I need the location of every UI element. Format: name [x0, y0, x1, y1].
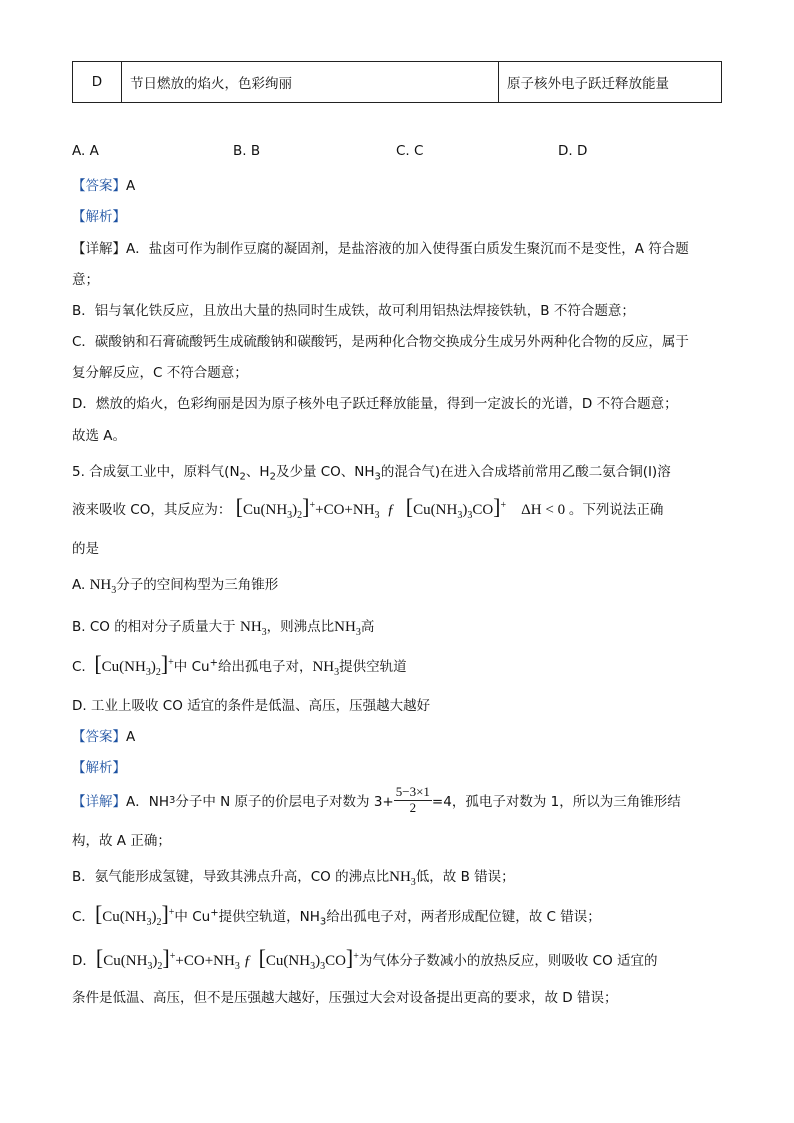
formula: NH — [124, 909, 147, 925]
fraction-numerator: 5−3×1 — [395, 783, 430, 799]
formula: Cu — [265, 953, 284, 969]
q5-option-d: D. 工业上吸收 CO 适宜的条件是低温、高压，压强越大越好 — [72, 698, 431, 714]
formula: NH — [312, 659, 335, 675]
detail-text: =4，孤电子对数为 1，所以为三角锥形结 — [431, 794, 681, 810]
detail-text: 给出孤电子对，两者形成配位键，故 C 错误； — [326, 909, 601, 925]
formula: NH — [334, 619, 356, 635]
option-text: 提供空轨道 — [339, 659, 407, 675]
stem-text: 。下列说法正确 — [568, 502, 664, 518]
formula: NH — [239, 619, 262, 635]
q4-option-a: A. A — [72, 143, 99, 159]
q5-detail-line-d: D．$[Cu(NH_3)_2]^++CO+NH_3$ ƒ $[Cu(NH_3)_3CO]^+$为气体分子数减小的放热反应，则吸收 CO 适宜的 — [72, 945, 658, 972]
fraction-denominator: 2 — [409, 799, 417, 815]
q4-option-c: C. C — [396, 143, 424, 159]
table-row — [73, 62, 722, 103]
option-text: 高 — [360, 619, 375, 635]
q5-option-a: A. $NH_3$分子的空间构型为三角锥形 — [72, 577, 279, 596]
answer-tag: 【答案】 — [72, 178, 126, 194]
answer-value: A — [126, 729, 136, 745]
stem-text: 的混合气)在进入合成塔前常用乙酸二氨合铜(Ⅰ)溶 — [380, 464, 671, 480]
detail-text: B．氨气能形成氢键，导致其沸点升高，CO 的沸点比 — [72, 869, 390, 885]
formula: NH — [389, 869, 411, 885]
option-text: 给出孤电子对， — [217, 659, 313, 675]
q5-detail-line-b: B．氨气能形成氢键，导致其沸点升高，CO 的沸点比$NH_3$低，故 B 错误； — [72, 869, 515, 888]
detail-tag: 【详解】 — [72, 794, 126, 810]
option-text: 中 Cu — [173, 659, 210, 675]
formula: Cu — [413, 502, 431, 518]
answer-value: A — [126, 178, 136, 194]
detail-text: C． — [72, 909, 95, 925]
answer-tag: 【答案】 — [72, 729, 126, 745]
stem-text: 5. 合成氨工业中，原料气(N — [72, 464, 240, 480]
stem-text: 及少量 CO、NH — [275, 464, 375, 480]
q4-option-b: B. B — [233, 143, 261, 159]
formula: NH — [124, 659, 146, 675]
detail-text: A．盐卤可作为制作豆腐的凝固剂，是盐溶液的加入使得蛋白质发生聚沉而不是变性，A 符合题 — [126, 241, 689, 257]
q4-answer — [72, 174, 135, 194]
enthalpy: ΔH < 0 — [521, 502, 566, 518]
fraction — [394, 785, 432, 816]
equilibrium-arrow: ƒ — [243, 953, 252, 969]
q5-detail-line-c: C．$[Cu(NH_3)_2]^+$中 Cu+提供空轨道，$NH_3$给出孤电子对，两者形成配位键，故 C 错误； — [72, 901, 601, 928]
q5-analysis-tag: 【解析】 — [72, 760, 126, 776]
formula: +CO+NH — [175, 953, 235, 969]
detail-text: D． — [72, 953, 96, 969]
q5-detail-line-d2: 条件是低温、高压，但不是压强越大越好，压强过大会对设备提出更高的要求，故 D 错误； — [72, 990, 618, 1006]
q4-detail-line-6: D．燃放的焰火，色彩绚丽是因为原子核外电子跃迁释放能量，得到一定波长的光谱，D 不符合题意； — [72, 396, 678, 412]
q5-option-b: B. CO 的相对分子质量大于 $NH_3$，则沸点比$NH_3$高 — [72, 619, 375, 638]
option-text: 分子的空间构型为三角锥形 — [116, 577, 279, 593]
formula: CO — [325, 953, 346, 969]
detail-text: 为气体分子数减小的放热反应，则吸收 CO 适宜的 — [358, 953, 658, 969]
detail-text: 低，故 B 错误； — [415, 869, 515, 885]
q5-answer — [72, 725, 135, 745]
detail-tag: 【详解】 — [72, 241, 126, 257]
equilibrium-arrow: ƒ — [387, 502, 395, 518]
q4-detail-line-3: B．铝与氧化铁反应，且放出大量的热同时生成铁，故可利用铝热法焊接铁轨，B 不符合题意； — [72, 303, 635, 319]
detail-text: 分子中 N 原子的价层电子对数为 3+ — [175, 794, 394, 810]
option-label: C. — [72, 659, 86, 675]
formula: NH — [265, 502, 288, 518]
formula: Cu — [101, 659, 120, 675]
q5-option-c: C. $[Cu(NH_3)_2]^+$中 Cu+给出孤电子对，$NH_3$提供空轨道 — [72, 651, 407, 678]
formula: Cu — [103, 953, 121, 969]
table-cell-explanation: 原子核外电子跃迁释放能量 — [499, 62, 722, 103]
formula: Cu — [242, 502, 261, 518]
detail-text: 中 Cu — [174, 909, 211, 925]
formula: NH — [125, 953, 148, 969]
q4-detail-line-4: C．碳酸钠和石膏硫酸钙生成硫酸钠和碳酸钙，是两种化合物交换成分生成另外两种化合物的反应，属于 — [72, 334, 689, 350]
q4-option-d: D. D — [558, 143, 588, 159]
stem-text: 液来吸收 CO，其反应为： — [72, 502, 232, 518]
q5-stem-line-2 — [72, 496, 663, 521]
stem-text: 、H — [245, 464, 270, 480]
formula: CO — [472, 502, 494, 518]
formula: NH — [288, 953, 311, 969]
q4-detail-line-5: 复分解反应，C 不符合题意； — [72, 365, 248, 381]
table-cell-option: D — [73, 62, 122, 103]
formula: NH — [435, 502, 458, 518]
answer-table — [72, 61, 722, 103]
option-label: A. — [72, 577, 86, 593]
q5-stem-line-3: 的是 — [72, 541, 99, 557]
formula: +CO+NH — [315, 502, 375, 518]
option-text: ，则沸点比 — [266, 619, 335, 635]
detail-text: 提供空轨道，NH — [218, 909, 320, 925]
q4-detail-line-2: 意； — [72, 272, 99, 288]
q4-analysis-tag: 【解析】 — [72, 209, 126, 225]
table-cell-phenomenon: 节日燃放的焰火，色彩绚丽 — [122, 62, 499, 103]
reaction-equation: $[Cu(NH_3)_2]^++CO+NH_3$ ƒ $[Cu(NH_3)_3CO]^+$ ΔH < 0 — [235, 494, 566, 521]
q5-detail-line-a: 【详解】 A．NH 3 分子中 N 原子的价层电子对数为 3+ $\frac{5-3\times 1}{2}$ =4，孤电子对数为 1，所以为三角锥形结 — [72, 783, 681, 815]
option-text: B. CO 的相对分子质量大于 — [72, 619, 236, 635]
formula: NH — [89, 577, 112, 593]
q5-detail-line-a2: 构，故 A 正确； — [72, 833, 171, 849]
detail-text: A．NH — [126, 794, 169, 810]
formula: Cu — [102, 909, 120, 925]
q5-stem-line-1: 5. 合成氨工业中，原料气($N_2$、$H_2$及少量 CO、$NH_3$的混合气)在进入合成塔前常用乙酸二氨合铜(Ⅰ)溶 — [72, 464, 671, 483]
q4-detail-line-1 — [72, 237, 689, 257]
q4-detail-line-7: 故选 A。 — [72, 428, 127, 444]
